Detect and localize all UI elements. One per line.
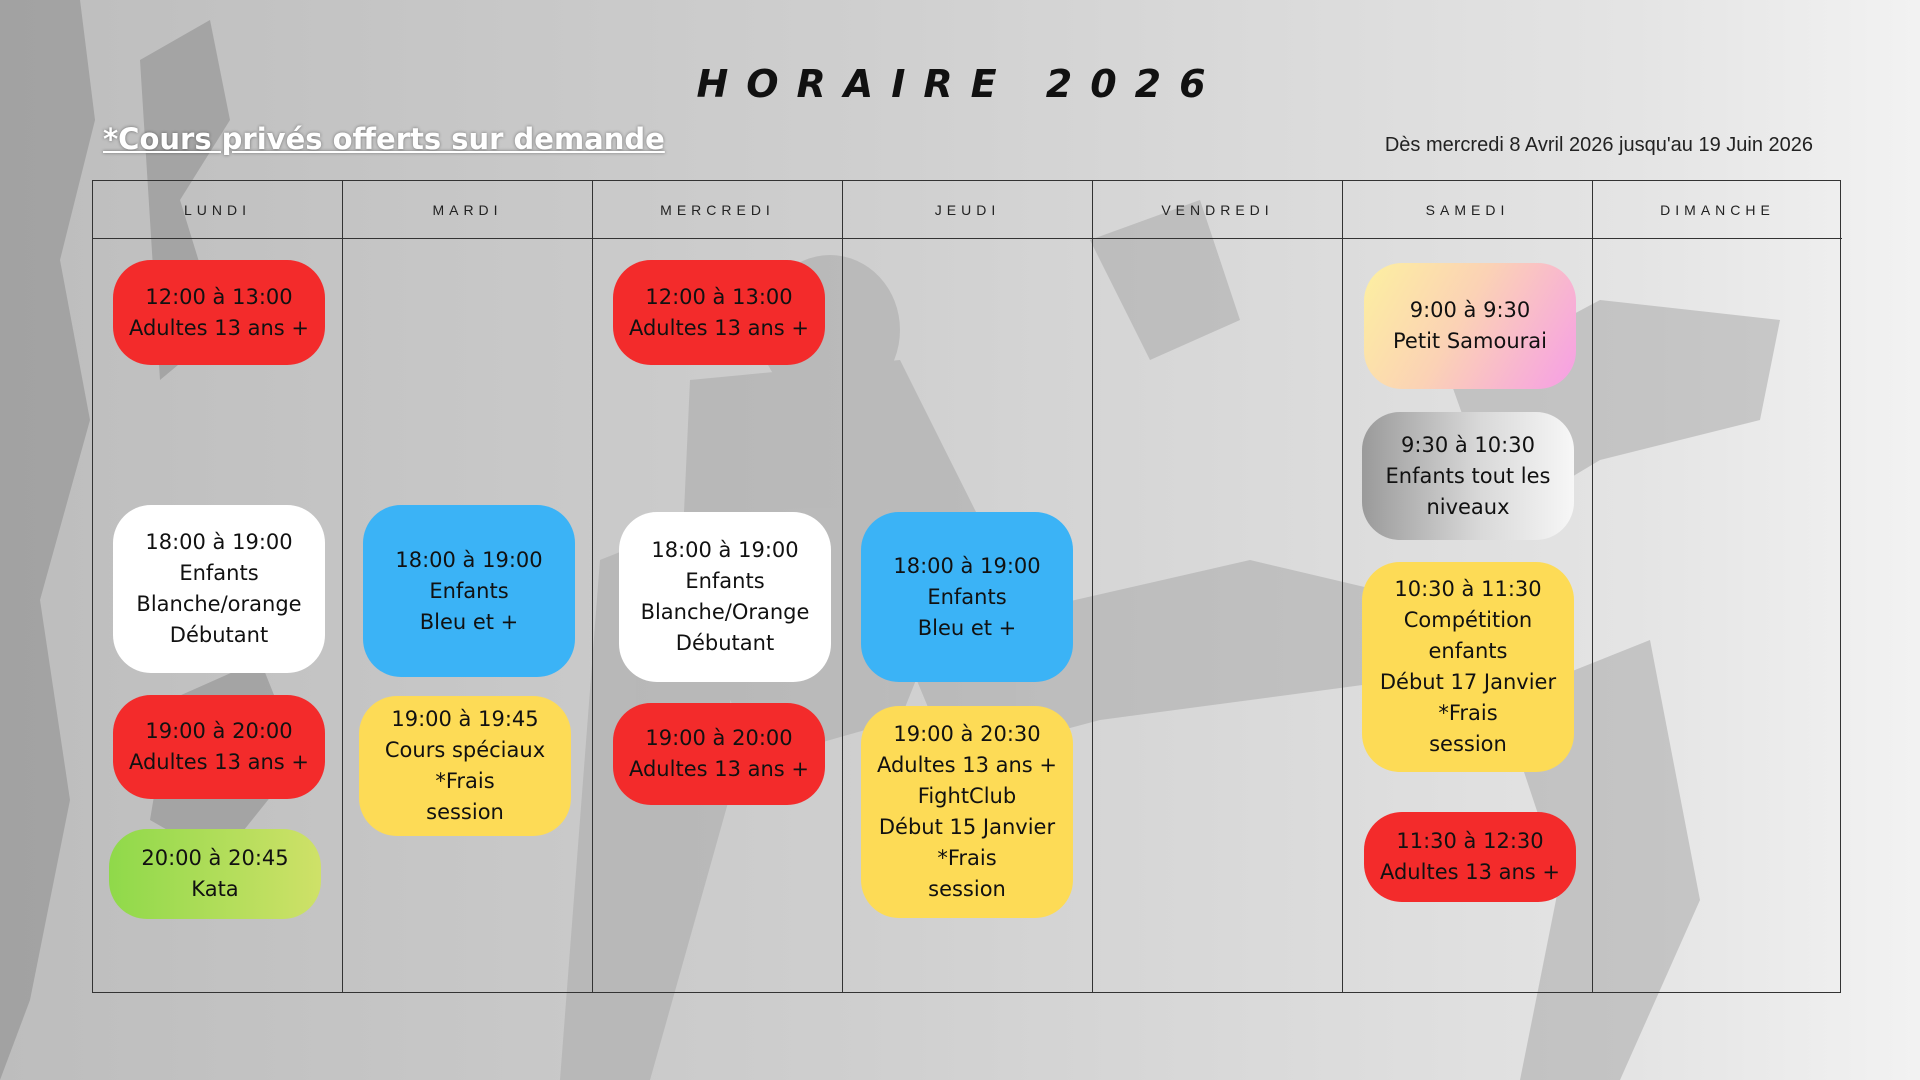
day-header: DIMANCHE (1593, 181, 1842, 239)
day-header: JEUDI (843, 181, 1092, 239)
day-column-lundi (93, 181, 343, 992)
day-header: MARDI (343, 181, 592, 239)
day-header: LUNDI (93, 181, 342, 239)
class-slot: 18:00 à 19:00 Enfants Blanche/Orange Débutant (619, 512, 831, 682)
day-column-samedi (1343, 181, 1593, 992)
class-slot: 19:00 à 20:00 Adultes 13 ans + (613, 703, 825, 805)
private-courses-note: *Cours privés offerts sur demande (103, 122, 665, 156)
page-title: HORAIRE 2026 (696, 62, 1224, 106)
day-column-mercredi (593, 181, 843, 992)
day-column-dimanche (1593, 181, 1842, 992)
class-slot: 18:00 à 19:00 Enfants Blanche/orange Débutant (113, 505, 325, 673)
date-range: Dès mercredi 8 Avril 2026 jusqu'au 19 Juin 2026 (1384, 134, 1813, 156)
class-slot: 12:00 à 13:00 Adultes 13 ans + (113, 260, 325, 365)
day-column-vendredi (1093, 181, 1343, 992)
class-slot: 11:30 à 12:30 Adultes 13 ans + (1364, 812, 1576, 902)
class-slot: 20:00 à 20:45 Kata (109, 829, 321, 919)
class-slot: 18:00 à 19:00 Enfants Bleu et + (363, 505, 575, 677)
day-column-jeudi (843, 181, 1093, 992)
class-slot: 18:00 à 19:00 Enfants Bleu et + (861, 512, 1073, 682)
class-slot: 9:30 à 10:30 Enfants tout les niveaux (1362, 412, 1574, 540)
day-header: SAMEDI (1343, 181, 1592, 239)
day-header: VENDREDI (1093, 181, 1342, 239)
day-column-mardi (343, 181, 593, 992)
day-header: MERCREDI (593, 181, 842, 239)
class-slot: 19:00 à 20:00 Adultes 13 ans + (113, 695, 325, 799)
schedule-grid (92, 180, 1841, 993)
class-slot: 19:00 à 19:45 Cours spéciaux *Frais session (359, 696, 571, 836)
class-slot: 9:00 à 9:30 Petit Samourai (1364, 263, 1576, 389)
class-slot: 19:00 à 20:30 Adultes 13 ans + FightClub Début 15 Janvier *Frais session (861, 706, 1073, 918)
class-slot: 12:00 à 13:00 Adultes 13 ans + (613, 260, 825, 365)
class-slot: 10:30 à 11:30 Compétition enfants Début 17 Janvier *Frais session (1362, 562, 1574, 772)
